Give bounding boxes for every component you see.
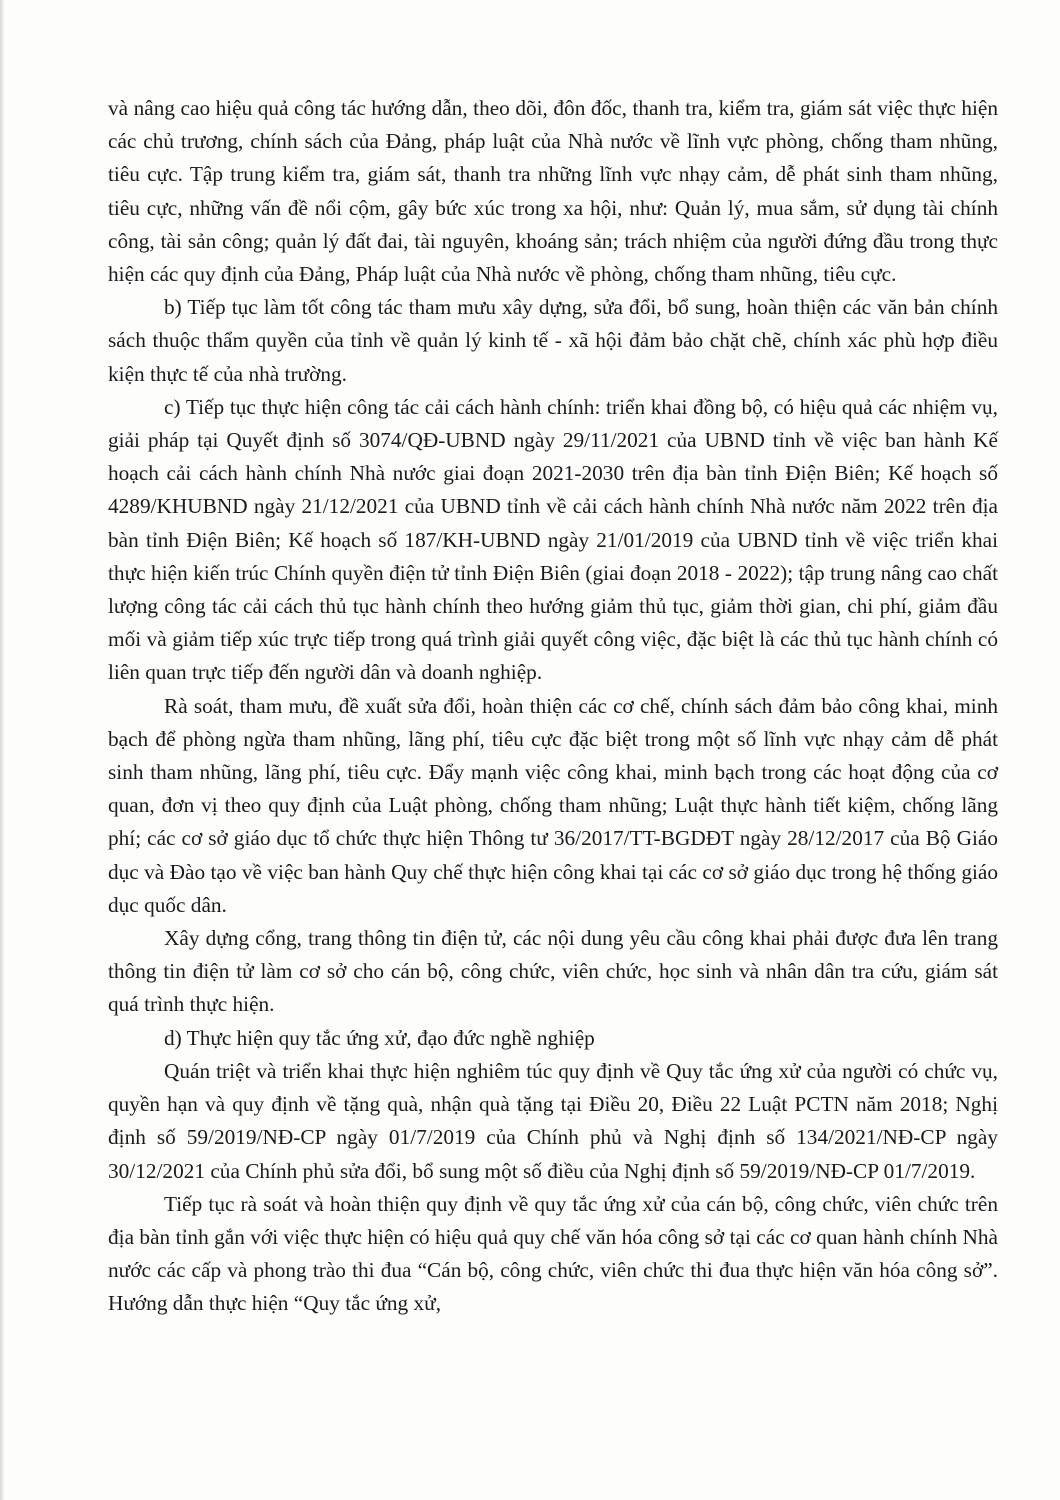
paragraph-3: c) Tiếp tục thực hiện công tác cải cách hành chính: triển khai đồng bộ, có hiệu quả các nhiệm vụ, giải pháp tại Quyết định số 3074/QĐ-UBND ngày 29/11/2021 của UBND tỉnh về việc ban hành Kế hoạch cải cách hành chính Nhà nước giai đoạn 2021-2030 trên địa bàn tỉnh Điện Biên; Kế hoạch số 4289/KHUBND ngày 21/12/2021 của UBND tỉnh về cải cách hành chính Nhà nước năm 2022 trên địa bàn tỉnh Điện Biên; Kế hoạch số 187/KH-UBND ngày 21/01/2019 của UBND tỉnh về việc triển khai thực hiện kiến trúc Chính quyền điện tử tỉnh Điện Biên (giai đoạn 2018 - 2022); tập trung nâng cao chất lượng công tác cải cách thủ tục hành chính theo hướng giảm thủ tục, giảm thời gian, chi phí, giảm đầu mối và giảm tiếp xúc trực tiếp trong quá trình giải quyết công việc, đặc biệt là các thủ tục hành chính có liên quan trực tiếp đến người dân và doanh nghiệp. bbox=[108, 394, 998, 685]
paragraph-2: b) Tiếp tục làm tốt công tác tham mưu xây dựng, sửa đổi, bổ sung, hoàn thiện các văn bản chính sách thuộc thẩm quyền của tỉnh về quản lý kinh tế - xã hội đảm bảo chặt chẽ, chính xác phù hợp điều kiện thực tế của nhà trường. bbox=[108, 295, 998, 386]
paragraph-5: Xây dựng cổng, trang thông tin điện tử, các nội dung yêu cầu công khai phải được đưa lên trang thông tin điện tử làm cơ sở cho cán bộ, công chức, viên chức, học sinh và nhân dân tra cứu, giám sát quá trình thực hiện. bbox=[108, 926, 998, 1017]
paragraph-6-heading: d) Thực hiện quy tắc ứng xử, đạo đức nghề nghiệp bbox=[164, 1025, 595, 1050]
paragraph-8: Tiếp tục rà soát và hoàn thiện quy định về quy tắc ứng xử của cán bộ, công chức, viên chức trên địa bàn tỉnh gắn với việc thực hiện có hiệu quả quy chế văn hóa công sở tại các cơ quan hành chính Nhà nước các cấp và phong trào thi đua “Cán bộ, công chức, viên chức thi đua thực hiện văn hóa công sở”. Hướng dẫn thực hiện “Quy tắc ứng xử, bbox=[108, 1191, 998, 1316]
paragraph-1: và nâng cao hiệu quả công tác hướng dẫn, theo dõi, đôn đốc, thanh tra, kiểm tra, giám sát việc thực hiện các chủ trương, chính sách của Đảng, pháp luật của Nhà nước về lĩnh vực phòng, chống tham nhũng, tiêu cực. Tập trung kiểm tra, giám sát, thanh tra những lĩnh vực nhạy cảm, dễ phát sinh tham nhũng, tiêu cực, những vấn đề nổi cộm, gây bức xúc trong xa hội, như: Quản lý, mua sắm, sử dụng tài chính công, tài sản công; quản lý đất đai, tài nguyên, khoáng sản; trách nhiệm của người đứng đầu trong thực hiện các quy định của Đảng, Pháp luật của Nhà nước về phòng, chống tham nhũng, tiêu cực. bbox=[108, 96, 998, 287]
paragraph-4: Rà soát, tham mưu, đề xuất sửa đổi, hoàn thiện các cơ chế, chính sách đảm bảo công khai, minh bạch để phòng ngừa tham nhũng, lãng phí, tiêu cực đặc biệt trong một số lĩnh vực nhạy cảm dễ phát sinh tham nhũng, lãng phí, tiêu cực. Đẩy mạnh việc công khai, minh bạch trong các hoạt động của cơ quan, đơn vị theo quy định của Luật phòng, chống tham nhũng; Luật thực hành tiết kiệm, chống lãng phí; các cơ sở giáo dục tổ chức thực hiện Thông tư 36/2017/TT-BGDĐT ngày 28/12/2017 của Bộ Giáo dục và Đào tạo về việc ban hành Quy chế thực hiện công khai tại các cơ sở giáo dục trong hệ thống giáo dục quốc dân. bbox=[108, 693, 998, 917]
document-body bbox=[108, 92, 998, 1321]
scan-edge bbox=[0, 0, 4, 1500]
paragraph-7: Quán triệt và triển khai thực hiện nghiêm túc quy định về Quy tắc ứng xử của người có chức vụ, quyền hạn và quy định về tặng quà, nhận quà tặng tại Điều 20, Điều 22 Luật PCTN năm 2018; Nghị định số 59/2019/NĐ-CP ngày 01/7/2019 của Chính phủ và Nghị định số 134/2021/NĐ-CP ngày 30/12/2021 của Chính phủ sửa đổi, bổ sung một số điều của Nghị định số 59/2019/NĐ-CP 01/7/2019. bbox=[108, 1058, 998, 1183]
